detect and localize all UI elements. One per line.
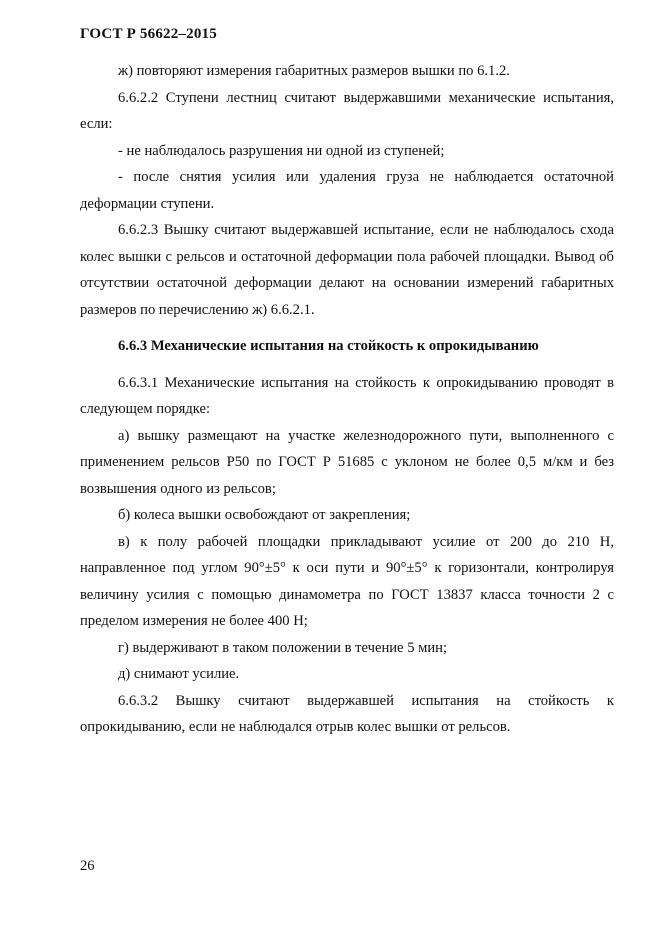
list-item-v: в) к полу рабочей площадки прикладывают усилие от 200 до 210 Н, направленное под углом 90°±5° к оси пути и 90°±5° к горизонтали, контролируя величину усилия с помощью динамометра по ГОСТ 13837 класса точности 2 с пределом измерения не более 400 Н; [80, 533, 614, 629]
clause-6-6-2-2: 6.6.2.2 Ступени лестниц считают выдержавшими механические испытания, если: [80, 89, 614, 132]
document-body [80, 58, 614, 741]
page-number: 26 [80, 858, 95, 874]
list-item-g: г) выдерживают в таком положении в течение 5 мин; [118, 639, 448, 656]
list-item-zh: ж) повторяют измерения габаритных размеров вышки по 6.1.2. [118, 63, 510, 79]
dash-item-1: - не наблюдалось разрушения ни одной из ступеней; [118, 142, 445, 159]
list-item-d: д) снимают усилие. [118, 666, 240, 682]
clause-6-6-3-2: 6.6.3.2 Вышку считают выдержавшей испытания на стойкость к опрокидыванию, если не наблюдался отрыв колес вышки от рельсов. [80, 692, 614, 735]
clause-6-6-2-3: 6.6.2.3 Вышку считают выдержавшей испытание, если не наблюдалось схода колес вышки с рельсов и остаточной деформации пола рабочей площадки. Вывод об отсутствии остаточной деформации делают на основании измерений габаритных размеров по перечислению ж) 6.6.2.1. [80, 222, 614, 318]
list-item-a: а) вышку размещают на участке железнодорожного пути, выполненного с применением рельсов Р50 по ГОСТ Р 51685 с уклоном не более 0,5 м/км и без возвышения одного из рельсов; [80, 427, 614, 497]
clause-6-6-3-1: 6.6.3.1 Механические испытания на стойкость к опрокидыванию проводят в следующем порядке: [80, 374, 614, 417]
list-item-b: б) колеса вышки освобождают от закрепления; [118, 507, 411, 523]
section-heading-6-6-3: 6.6.3 Механические испытания на стойкость к опрокидыванию [118, 338, 539, 354]
document-header: ГОСТ Р 56622–2015 [80, 26, 217, 42]
dash-item-2: - после снятия усилия или удаления груза не наблюдается остаточной деформации ступени. [80, 169, 614, 212]
